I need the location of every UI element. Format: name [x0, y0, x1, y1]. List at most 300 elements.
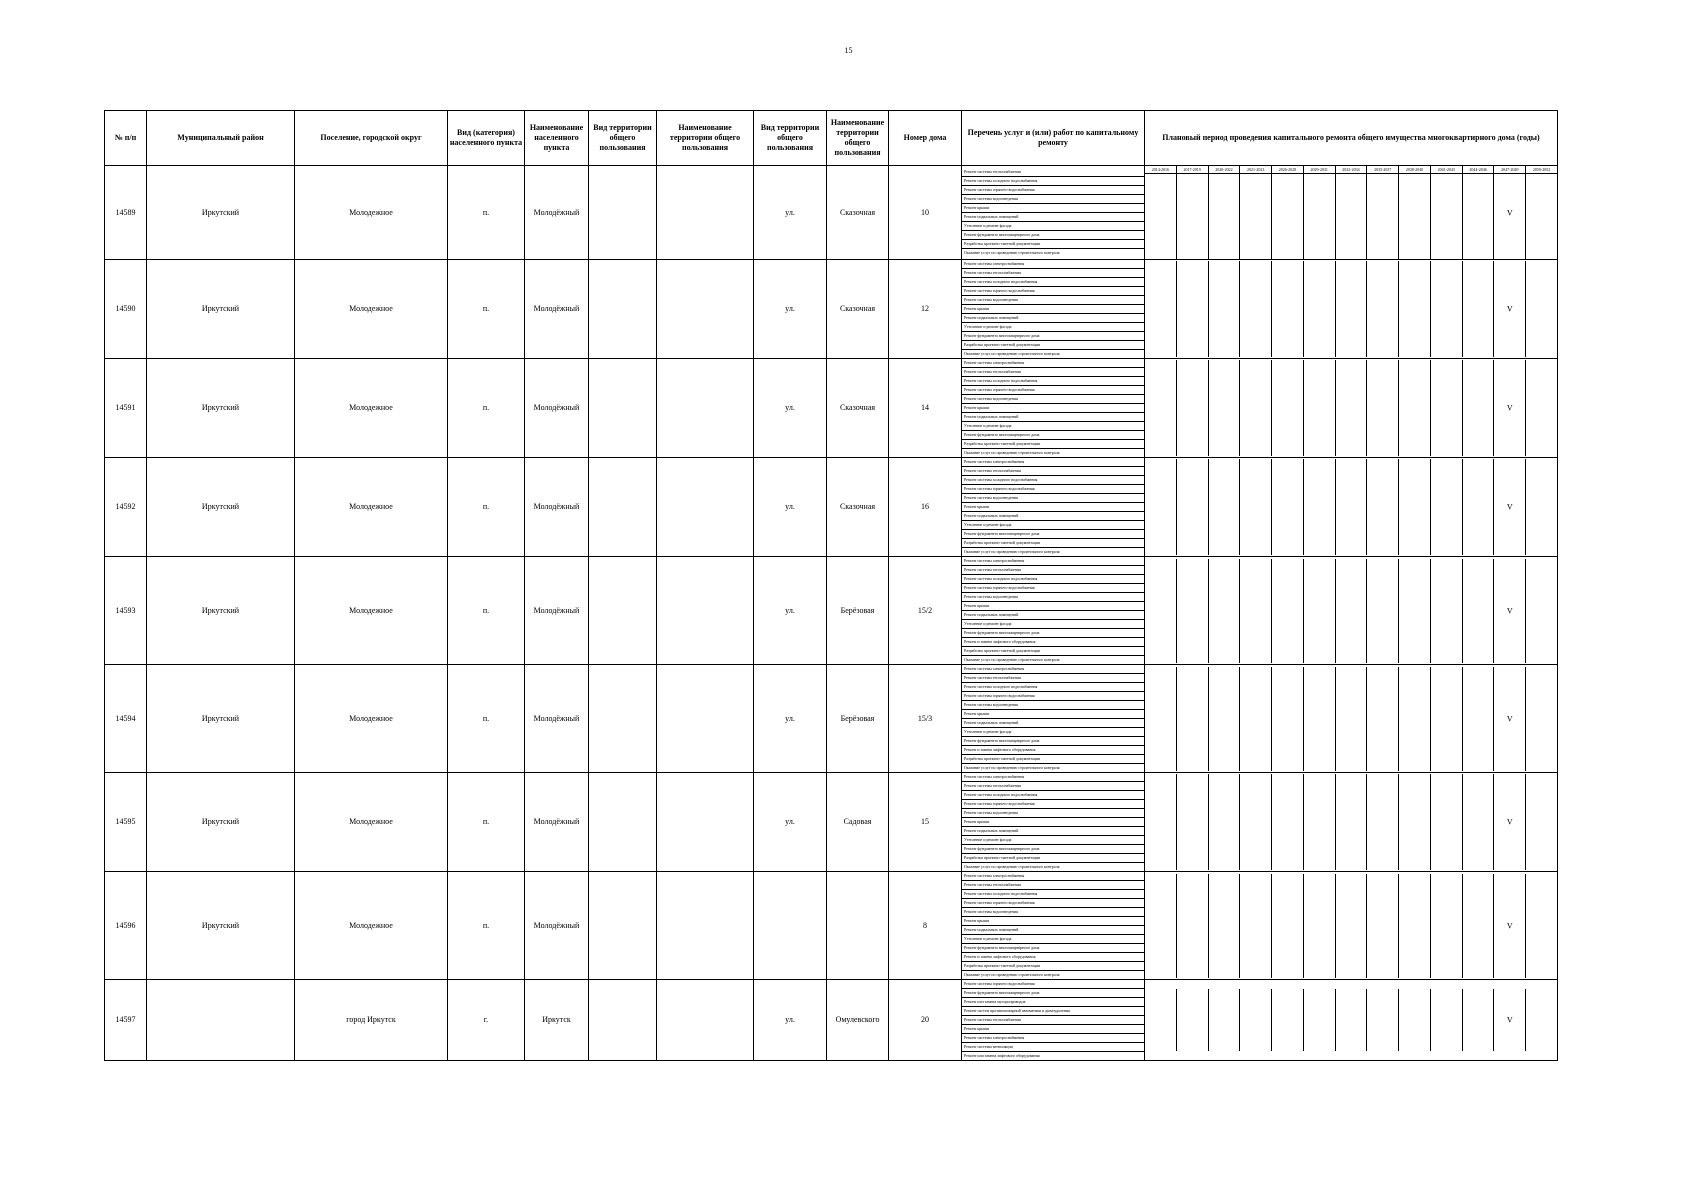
period-cell [1463, 667, 1495, 771]
period-cell [1399, 874, 1431, 978]
service-item: Утепление и ремонт фасада [962, 836, 1144, 845]
service-item: Утепление и ремонт фасада [962, 521, 1144, 530]
service-item: Оказание услуг по проведению строительного контроля [964, 250, 1060, 255]
cell-territory-type [589, 773, 657, 872]
cell-district: Иркутский [147, 458, 295, 557]
table-row [105, 458, 1558, 557]
service-item: Утепление и ремонт фасада [962, 620, 1144, 629]
capital-repair-table [104, 110, 1558, 1061]
period-cell [1304, 360, 1336, 456]
period-cell [1240, 667, 1272, 771]
period-year-label: 2044-2046 [1463, 166, 1494, 174]
period-cell [1240, 166, 1272, 259]
cell-locality-name: Молодёжный [525, 359, 589, 458]
service-item: Ремонт системы холодного водоснабжения [962, 177, 1144, 186]
cell-services [962, 557, 1145, 665]
service-item: Ремонт подвальных помещений [962, 413, 1144, 422]
period-cell [1336, 774, 1368, 870]
service-item: Ремонт системы электроснабжения [962, 1034, 1144, 1043]
cell-district [147, 980, 295, 1061]
period-cell [1145, 360, 1177, 456]
cell-num: 14593 [105, 557, 147, 665]
cell-period [1145, 980, 1558, 1061]
cell-street-type: ул. [754, 773, 827, 872]
service-item: Ремонт системы теплоснабжения [962, 566, 1144, 575]
period-cell [1177, 360, 1209, 456]
period-cell [1304, 459, 1336, 555]
service-item: Ремонт крыши [962, 818, 1144, 827]
period-cell [1494, 459, 1526, 555]
cell-street-name: Сказочная [827, 359, 889, 458]
cell-territory-name [657, 872, 754, 980]
cell-territory-type [589, 166, 657, 260]
period-cell [1399, 774, 1431, 870]
period-cell [1526, 261, 1557, 357]
period-cell [1367, 166, 1399, 259]
period-cell [1494, 360, 1526, 456]
cell-territory-name [657, 458, 754, 557]
period-cell [1431, 261, 1463, 357]
service-item: Ремонт фундамента многоквартирного дома [962, 944, 1144, 953]
service-item: Ремонт крыши [962, 917, 1144, 926]
cell-street-name [827, 872, 889, 980]
service-item: Ремонт фундамента многоквартирного дома [962, 431, 1144, 440]
period-cell [1240, 989, 1272, 1051]
cell-territory-name [657, 359, 754, 458]
service-item: Утепление и ремонт фасада [962, 935, 1144, 944]
service-item: Утепление и ремонт фасада [962, 422, 1144, 431]
cell-locality-type: п. [448, 557, 525, 665]
table-row [105, 260, 1558, 359]
period-mark: V [1506, 502, 1513, 512]
cell-services [962, 166, 1145, 260]
cell-services [962, 872, 1145, 980]
header-settlement: Поселение, городской округ [295, 111, 448, 166]
period-year-label: 2035-2037 [1367, 166, 1398, 174]
period-cell [1304, 989, 1336, 1051]
period-cell [1399, 360, 1431, 456]
period-cell [1526, 989, 1557, 1051]
service-item: Оказание услуг по проведению строительного контроля [964, 657, 1060, 662]
cell-street-name: Омулевского [827, 980, 889, 1061]
header-num: № п/п [105, 111, 147, 166]
cell-house: 16 [889, 458, 962, 557]
period-year-label: 2041-2043 [1431, 166, 1462, 174]
service-item: Ремонт и замена лифтового оборудования [962, 953, 1144, 962]
period-cell [1494, 874, 1526, 978]
period-mark: V [1506, 208, 1513, 217]
cell-territory-type [589, 260, 657, 359]
cell-locality-name: Молодёжный [525, 557, 589, 665]
period-cell [1209, 559, 1241, 663]
service-item: Ремонт системы холодного водоснабжения [962, 377, 1144, 386]
period-cell [1209, 874, 1241, 978]
period-year-label: 2017-2019 [1177, 166, 1208, 174]
period-cell [1145, 667, 1177, 771]
service-item: Ремонт системы электроснабжения [962, 665, 1144, 674]
service-item: Ремонт системы теплоснабжения [962, 881, 1144, 890]
period-year-label: 2038-2040 [1399, 166, 1430, 174]
cell-locality-name: Иркутск [525, 980, 589, 1061]
service-item: Разработка проектно-сметной документации [962, 755, 1144, 764]
period-year-label: 2021-2023 [1240, 166, 1271, 174]
period-cell [1431, 989, 1463, 1051]
service-item: Ремонт системы электроснабжения [962, 773, 1144, 782]
period-cell [1304, 261, 1336, 357]
cell-services [962, 980, 1145, 1061]
table-body [105, 166, 1558, 1061]
period-mark: V [1506, 817, 1513, 827]
service-item: Ремонт подвальных помещений [962, 827, 1144, 836]
period-cell [1494, 559, 1526, 663]
service-item: Ремонт системы теплоснабжения [962, 269, 1144, 278]
period-cell [1272, 989, 1304, 1051]
period-cell [1494, 166, 1526, 259]
period-mark: V [1506, 403, 1513, 413]
period-cell [1304, 166, 1336, 259]
period-cell [1431, 360, 1463, 456]
cell-territory-type [589, 557, 657, 665]
period-cell [1494, 667, 1526, 771]
cell-num: 14596 [105, 872, 147, 980]
service-item: Утепление и ремонт фасада [962, 222, 1144, 231]
service-item: Ремонт системы горячего водоснабжения [962, 186, 1144, 195]
cell-locality-type: п. [448, 665, 525, 773]
period-cell [1399, 667, 1431, 771]
service-item: Ремонт системы электроснабжения [962, 359, 1144, 368]
service-item: Ремонт фундамента многоквартирного дома [962, 231, 1144, 240]
cell-street-type: ул. [754, 557, 827, 665]
period-cell [1209, 989, 1241, 1051]
cell-district: Иркутский [147, 359, 295, 458]
cell-territory-type [589, 665, 657, 773]
period-cell [1304, 559, 1336, 663]
cell-period [1145, 557, 1558, 665]
cell-street-type: ул. [754, 665, 827, 773]
period-cell [1336, 874, 1368, 978]
service-item: Ремонт фундамента многоквартирного дома [962, 845, 1144, 854]
cell-territory-name [657, 980, 754, 1061]
period-cell [1272, 459, 1304, 555]
header-services: Перечень услуг и (или) работ по капитальному ремонту [962, 111, 1145, 166]
cell-services [962, 458, 1145, 557]
cell-house: 10 [889, 166, 962, 260]
period-cell [1177, 667, 1209, 771]
cell-house: 20 [889, 980, 962, 1061]
cell-street-name: Сказочная [827, 166, 889, 260]
service-item: Ремонт и замена лифтового оборудования [962, 746, 1144, 755]
cell-services [962, 359, 1145, 458]
cell-period [1145, 458, 1558, 557]
period-cell [1463, 989, 1495, 1051]
cell-locality-name: Молодёжный [525, 260, 589, 359]
header-house: Номер дома [889, 111, 962, 166]
period-cell [1209, 166, 1241, 259]
service-item: Ремонт системы теплоснабжения [962, 782, 1144, 791]
period-cell [1526, 459, 1557, 555]
service-item: Ремонт системы водоотведения [962, 908, 1144, 917]
cell-locality-name: Молодёжный [525, 166, 589, 260]
service-item: Ремонт системы холодного водоснабжения [962, 476, 1144, 485]
header-locality-name: Наименование населенного пункта [525, 111, 589, 166]
service-item: Ремонт крыши [962, 305, 1144, 314]
service-item: Разработка проектно-сметной документации [962, 647, 1144, 656]
cell-house: 15 [889, 773, 962, 872]
cell-territory-type [589, 359, 657, 458]
cell-territory-name [657, 665, 754, 773]
period-cell [1209, 360, 1241, 456]
cell-territory-name [657, 557, 754, 665]
period-cell [1399, 166, 1431, 259]
cell-settlement: Молодежное [295, 872, 448, 980]
service-item: Ремонт фундамента многоквартирного дома [962, 737, 1144, 746]
service-item: Ремонт подвальных помещений [962, 926, 1144, 935]
service-item: Ремонт системы водоотведения [962, 395, 1144, 404]
period-cell [1399, 261, 1431, 357]
period-cell [1209, 459, 1241, 555]
service-item: Ремонт системы теплоснабжения [962, 1016, 1144, 1025]
cell-locality-type: п. [448, 359, 525, 458]
period-cell [1272, 559, 1304, 663]
cell-settlement: Молодежное [295, 359, 448, 458]
period-mark: V [1506, 714, 1513, 723]
table-row [105, 773, 1558, 872]
service-item: Ремонт системы теплоснабжения [962, 368, 1144, 377]
period-year-label: 2026-2028 [1272, 166, 1303, 174]
cell-period [1145, 166, 1558, 260]
period-mark: V [1506, 606, 1513, 615]
cell-settlement: Молодежное [295, 557, 448, 665]
period-cell [1177, 166, 1209, 259]
period-cell [1336, 667, 1368, 771]
cell-street-name: Сказочная [827, 458, 889, 557]
service-item: Оказание услуг по проведению строительного контроля [964, 765, 1060, 770]
service-item: Разработка проектно-сметной документации [962, 440, 1144, 449]
cell-locality-type: п. [448, 872, 525, 980]
table-row [105, 980, 1558, 1061]
period-cell [1145, 989, 1177, 1051]
cell-district: Иркутский [147, 872, 295, 980]
header-period: Плановый период проведения капитального ремонта общего имущества многоквартирного дома (годы) [1145, 111, 1558, 166]
period-cell [1240, 459, 1272, 555]
cell-district: Иркутский [147, 260, 295, 359]
period-cell [1463, 559, 1495, 663]
period-cell [1145, 166, 1177, 259]
service-item: Ремонт подвальных помещений [962, 213, 1144, 222]
cell-settlement: Молодежное [295, 166, 448, 260]
cell-street-name: Берёзовая [827, 665, 889, 773]
cell-street-name: Берёзовая [827, 557, 889, 665]
period-mark: V [1506, 1015, 1513, 1025]
service-item: Ремонт системы теплоснабжения [962, 467, 1144, 476]
cell-street-type [754, 872, 827, 980]
period-cell [1494, 261, 1526, 357]
cell-house: 12 [889, 260, 962, 359]
period-cell [1272, 874, 1304, 978]
service-item: Ремонт системы горячего водоснабжения [962, 899, 1144, 908]
cell-settlement: город Иркутск [295, 980, 448, 1061]
cell-locality-name: Молодёжный [525, 872, 589, 980]
service-item: Ремонт системы теплоснабжения [962, 674, 1144, 683]
cell-settlement: Молодежное [295, 773, 448, 872]
period-cell [1463, 774, 1495, 870]
service-item: Ремонт системы водоотведения [962, 701, 1144, 710]
service-item: Оказание услуг по проведению строительного контроля [964, 450, 1060, 455]
period-cell [1145, 459, 1177, 555]
cell-locality-name: Молодёжный [525, 458, 589, 557]
table-row [105, 872, 1558, 980]
cell-num: 14589 [105, 166, 147, 260]
period-cell [1494, 774, 1526, 870]
service-item: Ремонт и замена лифтового оборудования [962, 638, 1144, 647]
period-cell [1367, 874, 1399, 978]
service-item: Ремонт системы водоотведения [962, 593, 1144, 602]
period-cell [1399, 459, 1431, 555]
service-item: Ремонт системы горячего водоснабжения [962, 800, 1144, 809]
service-item: Ремонт фундамента многоквартирного дома [962, 629, 1144, 638]
period-cell [1367, 261, 1399, 357]
period-cell [1145, 261, 1177, 357]
cell-num: 14594 [105, 665, 147, 773]
header-row [105, 111, 1558, 166]
cell-territory-name [657, 166, 754, 260]
service-item: Ремонт системы горячего водоснабжения [962, 980, 1144, 989]
cell-locality-name: Молодёжный [525, 773, 589, 872]
cell-house: 15/2 [889, 557, 962, 665]
period-cell [1367, 989, 1399, 1051]
service-item: Разработка проектно-сметной документации [962, 341, 1144, 350]
period-cell [1463, 459, 1495, 555]
cell-settlement: Молодежное [295, 260, 448, 359]
period-cell [1240, 261, 1272, 357]
period-cell [1431, 459, 1463, 555]
service-item: Оказание услуг по проведению строительного контроля [964, 351, 1060, 356]
period-cell [1145, 559, 1177, 663]
cell-territory-name [657, 260, 754, 359]
service-item: Оказание услуг по проведению строительного контроля [964, 972, 1060, 977]
period-cell [1240, 774, 1272, 870]
header-street-name: Наименование территории общего пользования [827, 111, 889, 166]
table-row [105, 557, 1558, 665]
service-item: Ремонт системы горячего водоснабжения [962, 692, 1144, 701]
service-item: Ремонт крыши [962, 1025, 1144, 1034]
period-cell [1367, 459, 1399, 555]
period-cell [1431, 667, 1463, 771]
period-cell [1367, 360, 1399, 456]
service-item: Ремонт системы водоотведения [962, 296, 1144, 305]
period-year-label: 2047-2049 [1494, 166, 1525, 174]
period-cell [1304, 774, 1336, 870]
cell-services [962, 260, 1145, 359]
header-street-type: Вид территории общего пользования [754, 111, 827, 166]
cell-period [1145, 773, 1558, 872]
service-item: Ремонт подвальных помещений [962, 314, 1144, 323]
period-cell [1463, 166, 1495, 259]
cell-house: 8 [889, 872, 962, 980]
cell-locality-type: п. [448, 260, 525, 359]
service-item: Ремонт системы горячего водоснабжения [962, 386, 1144, 395]
service-item: Ремонт фундамента многоквартирного дома [962, 989, 1144, 998]
service-item: Ремонт фундамента многоквартирного дома [962, 332, 1144, 341]
period-cell [1336, 261, 1368, 357]
service-item: Оказание услуг по проведению строительного контроля [964, 864, 1060, 869]
period-cell [1240, 559, 1272, 663]
period-cell [1336, 360, 1368, 456]
period-cell [1431, 166, 1463, 259]
cell-locality-name: Молодёжный [525, 665, 589, 773]
period-cell [1431, 874, 1463, 978]
cell-street-name: Сказочная [827, 260, 889, 359]
period-cell [1272, 667, 1304, 771]
period-cell [1526, 667, 1557, 771]
service-item: Ремонт системы водоотведения [962, 195, 1144, 204]
service-item: Ремонт системы электроснабжения [962, 557, 1144, 566]
period-year-label: 2014-2016 [1145, 166, 1176, 174]
cell-street-type: ул. [754, 166, 827, 260]
cell-num: 14595 [105, 773, 147, 872]
service-item: Разработка проектно-сметной документации [962, 962, 1144, 971]
period-year-label: 2032-2034 [1336, 166, 1367, 174]
cell-period [1145, 665, 1558, 773]
service-item: Ремонт системы холодного водоснабжения [962, 683, 1144, 692]
period-cell [1526, 874, 1557, 978]
cell-num: 14590 [105, 260, 147, 359]
cell-period [1145, 872, 1558, 980]
cell-house: 14 [889, 359, 962, 458]
cell-locality-type: г. [448, 980, 525, 1061]
cell-district: Иркутский [147, 166, 295, 260]
period-cell [1526, 774, 1557, 870]
cell-district: Иркутский [147, 557, 295, 665]
period-year-label: 2029-2031 [1304, 166, 1335, 174]
service-item: Ремонт крыши [962, 503, 1144, 512]
cell-street-type: ул. [754, 260, 827, 359]
period-cell [1336, 459, 1368, 555]
service-item: Ремонт крыши [962, 602, 1144, 611]
period-cell [1209, 774, 1241, 870]
cell-settlement: Молодежное [295, 458, 448, 557]
period-cell [1272, 261, 1304, 357]
period-cell [1367, 774, 1399, 870]
header-territory-name: Наименование территории общего пользования [657, 111, 754, 166]
period-cell [1177, 874, 1209, 978]
service-item: Утепление и ремонт фасада [962, 728, 1144, 737]
period-cell [1367, 667, 1399, 771]
period-cell [1463, 874, 1495, 978]
cell-street-name: Садовая [827, 773, 889, 872]
service-item: Разработка проектно-сметной документации [962, 539, 1144, 548]
cell-territory-type [589, 872, 657, 980]
period-cell [1399, 559, 1431, 663]
service-item: Ремонт или замена лифтового оборудования [964, 1053, 1040, 1058]
period-cell [1463, 261, 1495, 357]
period-cell [1177, 559, 1209, 663]
period-cell [1526, 166, 1557, 259]
cell-settlement: Молодежное [295, 665, 448, 773]
table-row [105, 166, 1558, 260]
service-item: Ремонт системы горячего водоснабжения [962, 287, 1144, 296]
period-cell [1336, 166, 1368, 259]
period-cell [1272, 166, 1304, 259]
period-cell [1494, 989, 1526, 1051]
service-item: Ремонт системы электроснабжения [962, 872, 1144, 881]
cell-locality-type: п. [448, 166, 525, 260]
period-mark: V [1506, 921, 1513, 930]
cell-house: 15/3 [889, 665, 962, 773]
header-territory-type: Вид территории общего пользования [589, 111, 657, 166]
header-locality-type: Вид (категория) населенного пункта [448, 111, 525, 166]
cell-street-type: ул. [754, 359, 827, 458]
